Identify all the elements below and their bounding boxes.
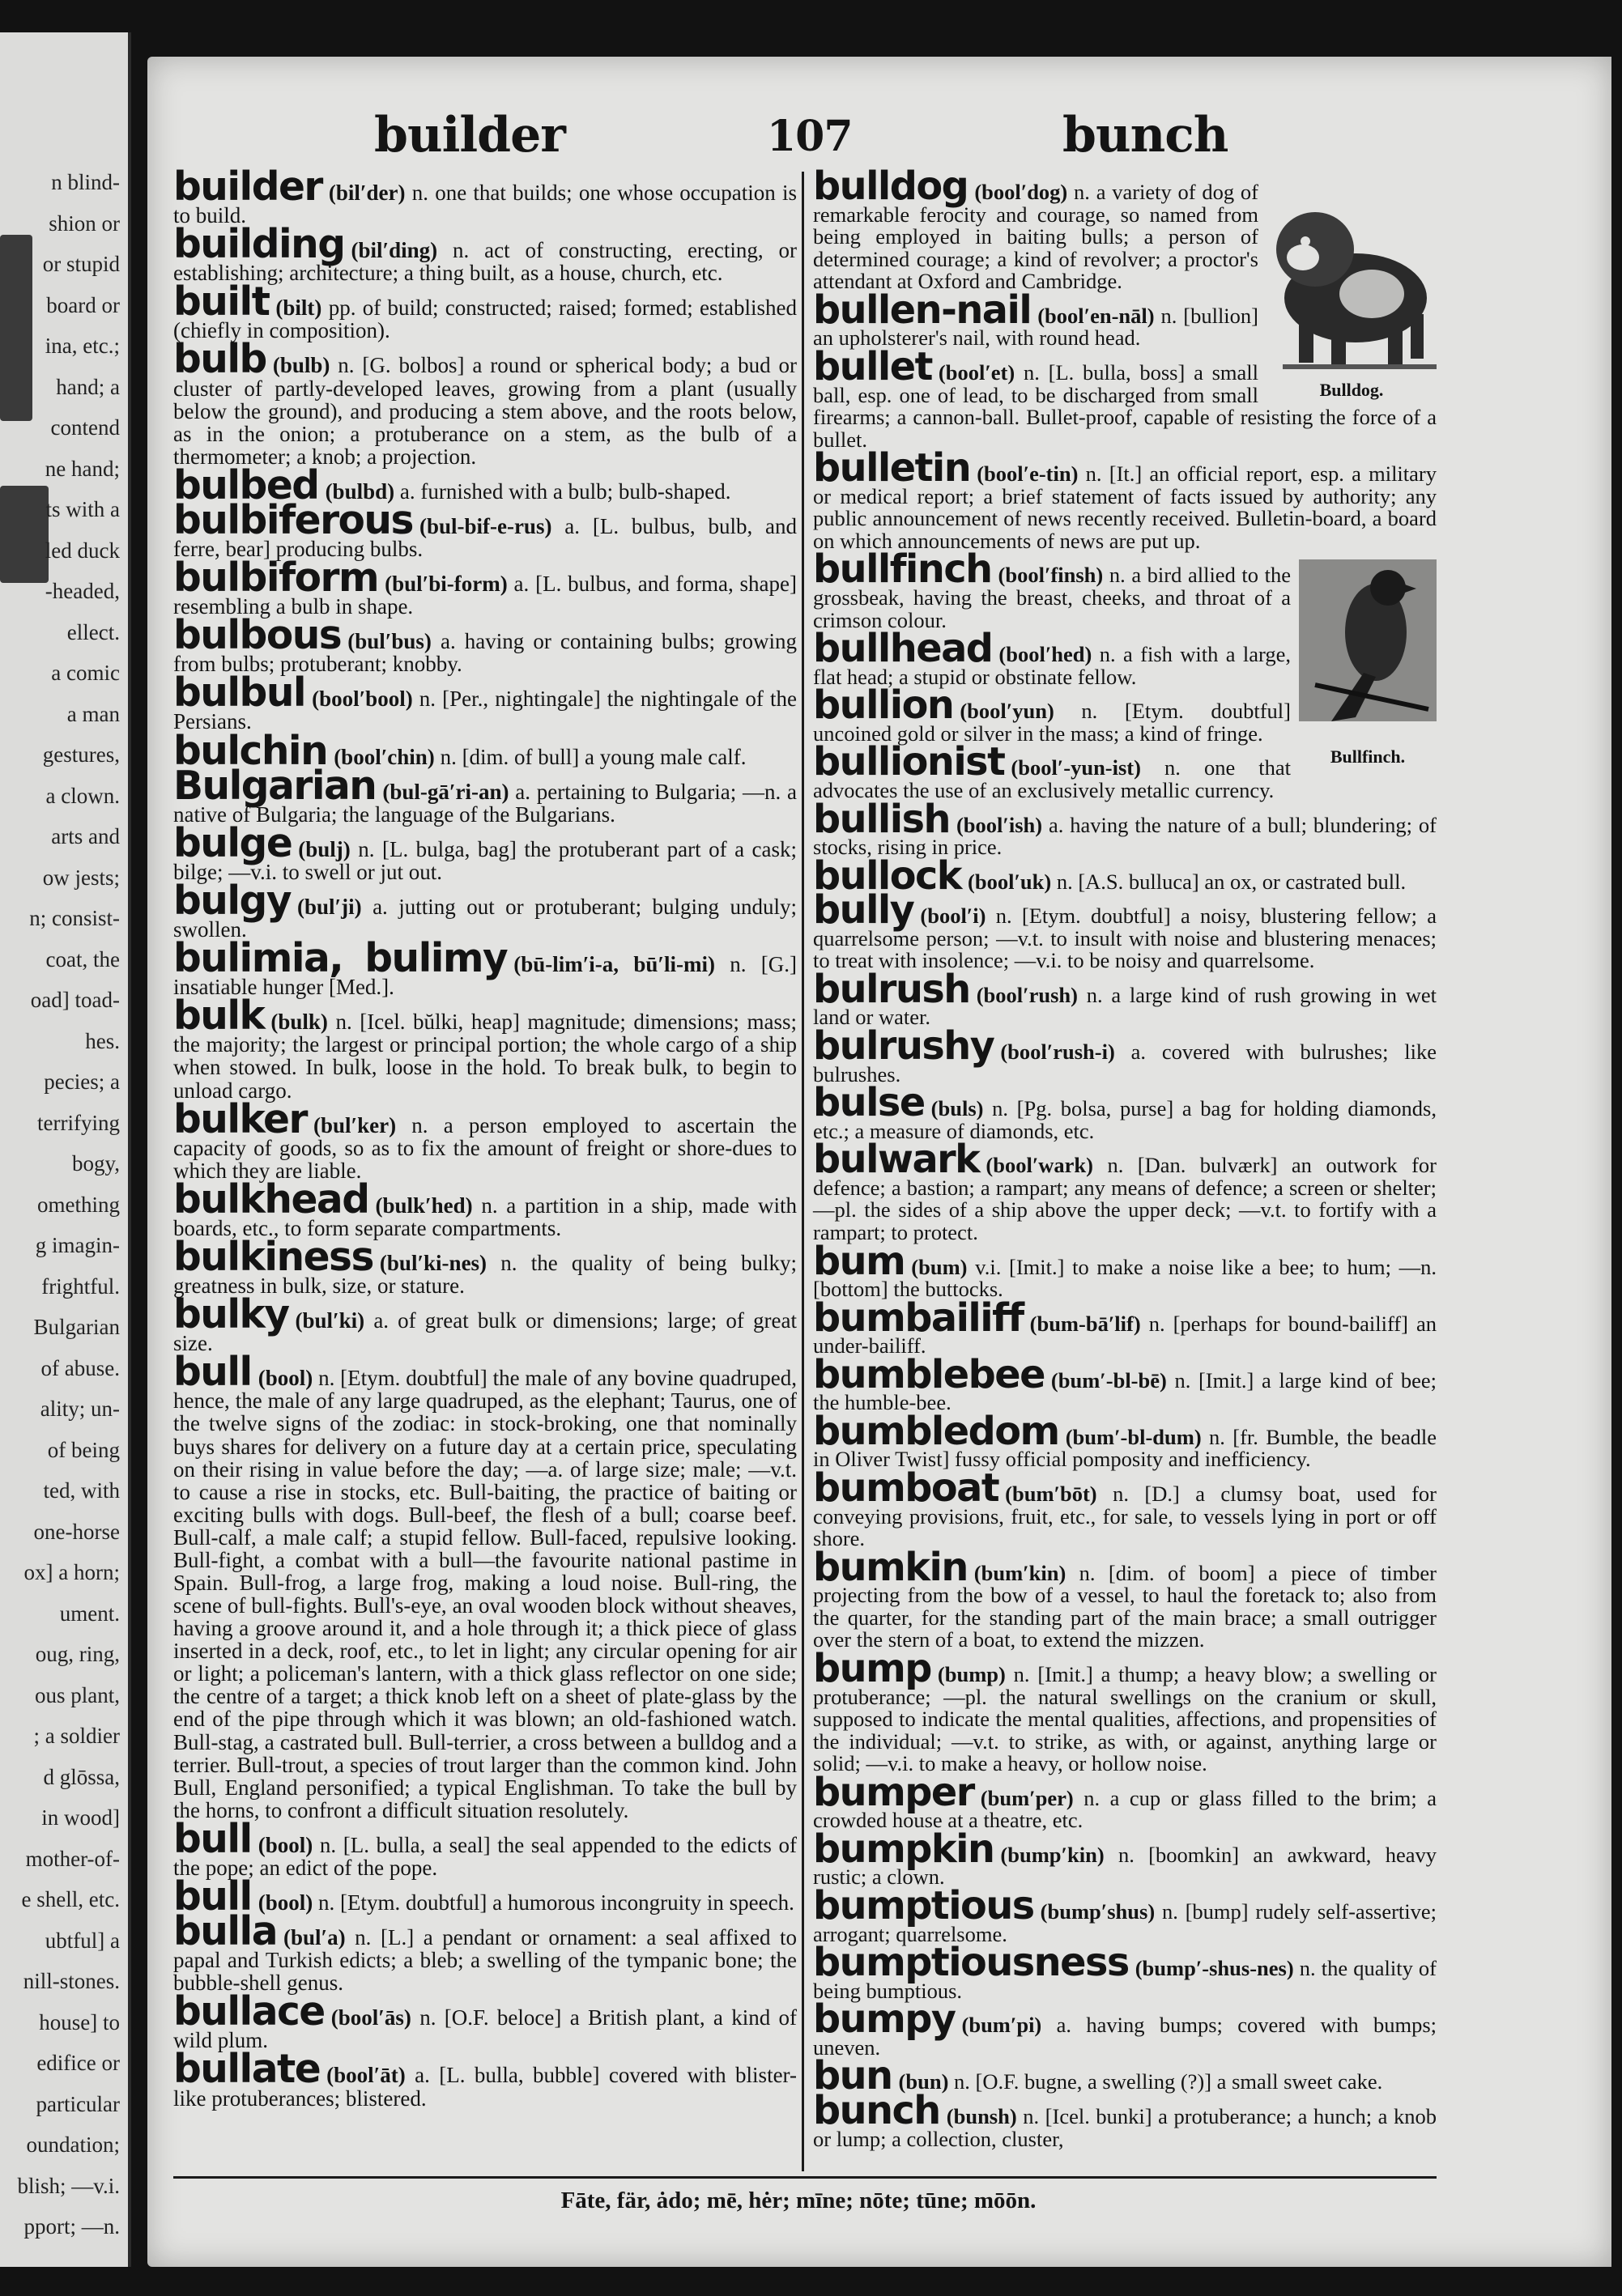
headword: bumblebee [813,1352,1045,1397]
page-header [147,107,1611,172]
pronunciation: (bool′dog) [974,180,1068,204]
definition: n. [Icel. bŭlki, heap] magnitude; dimensions; mass; the majority; the largest or principal portion; the whole cargo of a ship when stowed. In bulk, loose in the hold. To break bulk, to begin to unload cargo. [173,1010,797,1103]
dictionary-entry [173,1234,798,1299]
headword: bull [173,1816,252,1862]
adjacent-page-text-line: gestures, [42,742,120,767]
adjacent-page-text-line: contend [50,415,120,440]
headword: bumpkin [813,1826,994,1872]
pronunciation: (bool′hed) [998,642,1092,667]
headword: bulb [173,337,266,383]
dictionary-entry [813,1770,1437,1833]
left-guide-word: builder [374,107,565,164]
dictionary-entry [813,446,1437,553]
pronunciation: (bun) [898,2069,949,2094]
headword: bumbledom [813,1409,1059,1454]
headword: bulldog [813,164,969,209]
definition: a. having bumps; covered with bumps; uneven. [813,2013,1437,2060]
definition: n. [Dan. bulværk] an outwork for defence; a bastion; a rampart; any means of defence; a screen or shelter; —pl. the sides of a ship above the upper deck; —v.t. to fortify with a rampart; to protect. [813,1153,1437,1244]
pronunciation: (bum′-bl-bē) [1050,1367,1167,1392]
definition: n. one that builds; one whose occupation is to build. [173,181,798,228]
bulldog-illustration [1267,176,1437,379]
pronunciation: (bul′ki-nes) [379,1250,487,1275]
pronunciation: (bool′finsh) [998,563,1104,588]
definition: n. [dim. of bull] a young male calf. [440,744,747,769]
adjacent-page-text-line: Bulgarian [33,1315,120,1339]
headword: bulrush [813,967,970,1012]
pronunciation: (bool′āt) [326,2063,406,2088]
adjacent-page-text-line: nill-stones. [23,1969,120,1993]
adjacent-page-text-line: particular [36,2091,120,2116]
adjacent-page-text-line: hand; a [56,374,120,399]
pronunciation: (bil′ding) [351,238,438,263]
adjacent-page-text-line: a man [66,701,120,726]
headword: bumbailiff [813,1295,1024,1341]
pronunciation: (bū-lim′i-a, bū′li-mi) [513,952,715,977]
pronunciation: (bilt) [275,296,322,321]
headword: bully [813,888,914,933]
dictionary-entry [173,993,797,1103]
pronunciation: (bool′chin) [334,744,435,769]
adjacent-page-text-line: mother-of- [25,1846,120,1871]
dictionary-entry [173,1816,798,1880]
page-number: 107 [767,112,853,161]
pronunciation: (bool) [258,1366,313,1391]
headword: bull [173,1350,252,1396]
dictionary-entry [173,1350,797,1822]
pronunciation: (bum′per) [980,1785,1074,1810]
pronunciation: (bump) [937,1661,1006,1686]
dictionary-entry [813,1941,1437,2003]
headword: bulky [173,1292,289,1338]
headword: bumpy [813,1997,956,2043]
dictionary-entry [813,1646,1437,1776]
headword: bull [173,1874,252,1920]
definition: a. pertaining to Bulgaria; —n. a native of Bulgaria; the language of the Bulgarians. [173,779,798,827]
definition: n. one that advocates the use of an exclusively metallic currency. [813,755,1292,802]
adjacent-page-text-line: ne hand; [45,456,120,481]
dictionary-entry [813,1884,1437,1946]
dictionary-entry [173,337,798,469]
pronunciation: (bump′shus) [1040,1899,1156,1924]
headword: bun [813,2054,892,2099]
definition: n. [D.] a clumsy boat, used for conveying provisions, fruit, etc., for sale, to vessels lying in port or off shore. [813,1482,1437,1551]
adjacent-page-text-line: e shell, etc. [21,1887,120,1911]
dictionary-entry [813,1352,1437,1415]
headword: bullionist [813,740,1005,785]
adjacent-page-text-line: oug, ring, [35,1642,120,1666]
definition: n. a variety of dog of remarkable ferocity and courage, so named from being employed in baiting bulls; a person of determined courage; a kind of revolver; a proctor's attendant at Oxford and Cambridge. [813,180,1258,294]
pronunciation: (bum′-bl-dum) [1065,1424,1202,1449]
bulldog-figure [1267,176,1437,402]
dictionary-entry [173,936,798,1000]
definition: n. [A.S. bulluca] an ox, or castrated bull. [1056,869,1407,894]
definition: n. a partition in a ship, made with boards, etc., to form separate compartments. [173,1193,798,1240]
pronunciation: (bool′yun) [960,699,1054,724]
dictionary-entry [173,1176,798,1240]
definition: n. [boomkin] an awkward, heavy rustic; a clown. [813,1842,1437,1890]
adjacent-page-text-line: ument. [59,1601,120,1626]
adjacent-page-text-line: ellect. [66,619,120,644]
headword: bumptious [813,1884,1034,1928]
bullfinch-figure [1299,559,1437,768]
headword: bump [813,1646,931,1691]
pronunciation: (bum′pi) [961,2013,1042,2038]
definition: n. [Imit.] a thump; a heavy blow; a swelling or protuberance; —pl. the natural swellings on the cranium or skull, supposed to indicate the mental qualities, affections, and propensities of the individual; —v.t. to strike, as with, or against, anything large or solid; —v.i. to make a heavy, or hollow noise. [813,1661,1437,1776]
dictionary-entry [813,1295,1437,1358]
pronunciation-key-footer [147,2188,1611,2214]
right-column [813,164,1437,2153]
pronunciation: (bil′der) [328,181,406,205]
adjacent-page-text-line: g imagin- [35,1233,120,1257]
pronunciation: (bool′ish) [956,812,1043,837]
adjacent-page-figure-device [0,486,49,583]
dictionary-entry [173,1989,798,2053]
adjacent-page-text-line: n; consist- [29,906,120,930]
headword: bullhead [813,627,993,672]
definition: n. [bump] rudely self-assertive; arrogant; quarrelsome. [813,1899,1437,1946]
adjacent-page-text-line: frightful. [41,1273,120,1299]
pronunciation: (bum) [911,1254,968,1279]
headword: bullate [173,2047,321,2093]
pronunciation: (bool′uk) [968,869,1052,894]
headword: bulwark [813,1137,980,1183]
pronunciation: (bool′ās) [330,2005,411,2030]
headword: bulbous [173,613,342,659]
dictionary-entry [173,613,798,677]
adjacent-page-text-line: led duck [45,538,120,563]
definition: a. [L. bulbus, and forma, shape] resembling a bulb in shape. [173,572,798,619]
headword: bulletin [813,446,971,491]
definition: n. [fr. Bumble, the beadle in Oliver Twist] fussy official pomposity and inefficiency. [813,1424,1437,1472]
pronunciation: (bul′a) [283,1925,346,1950]
definition: a. [L. bulla, bubble] covered with blister-like protuberances; blistered. [173,2063,797,2111]
definition: a. having the nature of a bull; blundering; of stocks, rising in price. [813,812,1437,860]
adjacent-page-figure-animal [0,235,32,421]
dictionary-page [147,57,1611,2267]
pronunciation: (bum′kin) [973,1560,1066,1585]
adjacent-page-text-line: ts with a [45,497,120,521]
definition: pp. of build; constructed; raised; formed; established (chiefly in composition). [173,296,797,343]
adjacent-page-text-line: ous plant, [35,1682,120,1707]
definition: a. covered with bulrushes; like bulrushes. [813,1040,1437,1086]
headword: bulbed [173,462,319,508]
dictionary-entry [813,1545,1437,1652]
adjacent-page-text-line: blish; —v.i. [17,2173,120,2198]
headword: bumkin [813,1545,968,1590]
pronunciation: (bul-bif-e-rus) [419,513,552,538]
adjacent-page-text-line: ; a soldier [33,1724,120,1748]
column-divider [802,172,804,2171]
definition: n. [Per., nightingale] the nightingale of the Persians. [173,687,797,734]
pronunciation: (bulk) [270,1010,328,1035]
pronunciation: (bool) [258,1890,313,1915]
definition: n. a cup or glass filled to the brim; a crowded house at a theatre, etc. [813,1785,1437,1833]
pronunciation: (bul′bi-form) [385,572,508,597]
headword: builder [173,164,322,210]
pronunciation: (bulk′hed) [375,1193,473,1218]
dictionary-entry [813,1409,1437,1472]
adjacent-page-text-line: terrifying [37,1110,120,1135]
dictionary-entry [173,820,798,884]
headword: bumper [813,1770,974,1815]
adjacent-page-text-line: of being [47,1437,120,1462]
definition: n. [Etym. doubtful] uncoined gold or silver in the mass; a kind of fringe. [813,699,1291,746]
dictionary-entry [813,2088,1437,2151]
headword: Bulgarian [173,763,377,809]
pronunciation: (bump′-shus-nes) [1135,1956,1294,1981]
adjacent-page-text-line: arts and [51,824,120,848]
definition: n. [Etym. doubtful] a noisy, blustering fellow; a quarrelsome person; —v.t. to insult with noise and blustering menaces; to treat with insolence; —v.i. to be noisy and quarrelsome. [813,904,1437,973]
dictionary-entry [813,1466,1437,1551]
pronunciation: (bool′wark) [986,1153,1093,1178]
pronunciation: (bunsh) [946,2103,1017,2128]
dictionary-entry [173,670,797,734]
headword: bulse [813,1081,925,1126]
headword: bulbiferous [173,497,413,543]
pronunciation: (bool′e-tin) [977,461,1079,487]
headword: bumboat [813,1466,999,1511]
pronunciation: (bulb) [272,353,330,378]
adjacent-page-text-line: of abuse. [40,1355,120,1380]
definition: n. [L. bulla, a seal] the seal appended to the edicts of the pope; an edict of the pope. [173,1832,798,1880]
pronunciation: (bulbd) [325,478,395,504]
dictionary-entry [813,1081,1437,1143]
adjacent-page-text-line: oad] toad- [30,988,120,1012]
headword: bulkiness [173,1234,373,1280]
pronunciation: (bump′kin) [1000,1842,1105,1867]
pronunciation: (buls) [930,1096,984,1121]
adjacent-page-text-line: ality; un- [40,1397,120,1421]
definition: n. a large kind of rush growing in wet land or water. [813,982,1437,1030]
headword: bulk [173,993,265,1040]
adjacent-page-text-line: pport; —n. [23,2214,120,2239]
headword: bulgy [173,878,291,924]
definition: n. [G.] insatiable hunger [Med.]. [173,952,798,1000]
dictionary-entry [173,164,798,228]
pronunciation-key: Fāte, fär, ȧdo; mē, hėr; mīne; nōte; tūne; mōōn. [560,2188,1037,2213]
dictionary-entry [173,222,797,286]
headword: bulker [173,1096,307,1142]
adjacent-page-text-line: ow jests; [42,865,120,890]
adjacent-page-text-line: hes. [85,1028,120,1053]
definition: a. jutting out or protuberant; bulging unduly; swollen. [173,894,798,942]
dictionary-entry [173,1292,798,1356]
pronunciation: (bul-gā′ri-an) [382,779,509,804]
pronunciation: (bul′bus) [347,629,432,654]
adjacent-page-text-line: omething [37,1192,120,1217]
adjacent-page-text-line: n blind- [51,170,120,194]
adjacent-page-text-line: ubtful] a [45,1928,120,1953]
adjacent-page-text-line: shion or [49,210,120,236]
definition: n. [It.] an official report, esp. a military or medical report; a brief statement of facts issued by authority; any public announcement of news recently received. Bulletin-board, a board on which announcements of news are put up. [813,461,1437,553]
adjacent-page-text-line: a clown. [45,783,120,808]
dictionary-entry [173,878,798,942]
adjacent-page-text-line: -headed, [45,579,120,603]
pronunciation: (bul′ji) [297,894,362,919]
definition: a. furnished with a bulb; bulb-shaped. [399,478,731,504]
adjacent-page-fragment [0,32,131,2267]
definition: n. act of constructing, erecting, or establishing; architecture; a thing built, as a house, church, etc. [173,238,797,286]
pronunciation: (bul′ki) [295,1308,365,1333]
definition: n. [perhaps for bound-bailiff] an under-bailiff. [813,1311,1437,1358]
headword: bunch [813,2088,940,2133]
definition: n. [Icel. bunki] a protuberance; a hunch; a knob or lump; a collection, cluster, [813,2103,1437,2151]
headword: bulbul [173,670,306,716]
headword: bulge [173,820,292,866]
dictionary-entry [173,1909,798,1996]
definition: n. a fish with a large, flat head; a stupid or obstinate fellow. [813,642,1292,689]
pronunciation: (bool′bool) [312,687,413,712]
dictionary-entry [173,555,798,619]
headword: built [173,279,270,325]
definition: n. [dim. of boom] a piece of timber projecting from the bow of a vessel, to haul the foretack to; also from the quarter, for the standing part of the main brace; a small outrigger over the stern of a boat, to extend the mizzen. [813,1560,1437,1652]
definition: n. [Etym. doubtful] the male of any bovine quadruped, hence, the male of any large quadruped, as the elephant; Taurus, one of the twelve signs of the zodiac: in stock-broking, one that nominally buys shares for delivery on a future day at a certain price, speculating on their rising in value before the day; —a. of large size; male; —v.t. to cause a rise in stocks, etc. Bull-baiting, the practice of baiting or exciting bulls with dogs. Bull-beef, the flesh of a bull; coarse beef. Bull-calf, a male calf; a stupid fellow. Bull-faced, repulsive looking. Bull-fight, a combat with a bull—the favourite national pastime in Spain. Bull-frog, a large frog, making a loud noise. Bull-ring, the scene of bull-fights. Bull's-eye, an oval wooden block without sheaves, having a groove around it, and a hole through it; a thick piece of glass inserted in a deck, roof, etc., to let in light; any circular opening for air or light; a policeman's lantern, with a thick glass reflector on one side; the centre of a target; a thick knob left on a sheet of plate-glass by the end of the pipe through which it was blown; an old-fashioned watch. Bull-stag, a castrated bull. Bull-terrier, a cross between a bulldog and a terrier. Bull-trout, a species of trout larger than the common kind. John Bull, England personified; a typical Englishman. To take the bull by the horns, to confront a difficult situation resolutely. [173,1366,797,1822]
bullfinch-illustration [1299,559,1437,746]
headword: bulkhead [173,1176,369,1222]
headword: bullfinch [813,547,992,593]
definition: n. a bird allied to the grossbeak, having the breast, cheeks, and throat of a crimson colour. [813,563,1291,632]
headword: bum [813,1239,905,1284]
adjacent-page-text-line: edifice or [36,2051,120,2075]
adjacent-page-text-line: or stupid [42,252,120,276]
bulldog-caption: Bulldog. [1319,380,1384,400]
pronunciation: (bool′-yun-ist) [1011,755,1141,780]
definition: n. the quality of being bulky; greatness in bulk, size, or stature. [173,1250,798,1299]
dictionary-entry [173,763,798,827]
adjacent-page-text-line: d glōssa, [43,1764,120,1789]
definition: n. a person employed to ascertain the capacity of goods, so as to fix the amount of freight or shore-dues to which they are liable. [173,1112,797,1183]
pronunciation: (bool′et) [938,359,1015,385]
adjacent-page-text-line: bogy, [72,1151,120,1176]
definition: a. of great bulk or dimensions; large; of great size. [173,1308,798,1356]
adjacent-page-text-line: pecies; a [44,1069,120,1094]
definition: n. [Etym. doubtful] a humorous incongruity in speech. [317,1890,794,1915]
adjacent-page-text-line: ina, etc.; [45,334,120,358]
pronunciation: (bum′bōt) [1005,1482,1097,1506]
bullfinch-caption: Bullfinch. [1330,746,1406,767]
headword: bulchin [173,728,328,774]
definition: n. [L.] a pendant or ornament: a seal affixed to papal and Turkish edicts; a bleb; a swelling of the tympanic bone; the bubble-shell genus. [173,1925,798,1996]
adjacent-page-text-line: ox] a horn; [23,1560,120,1584]
definition: n. [bullion] an upholsterer's nail, with round head. [813,303,1258,351]
definition: n. [L. bulga, bag] the protuberant part of a cask; bilge; —v.i. to swell or jut out. [173,836,798,884]
headword: bullish [813,797,950,842]
left-column [173,164,798,2112]
headword: bullace [173,1989,325,2035]
definition: n. [O.F. bugne, a swelling (?)] a small sweet cake. [954,2069,1383,2094]
definition: n. [L. bulla, boss] a small ball, esp. one of lead, to be discharged from small firearms; a cannon-ball. Bullet-proof, capable of resisting the force of a bullet. [813,359,1437,452]
definition: n. [Pg. bolsa, purse] a bag for holding diamonds, etc.; a measure of diamonds, etc. [813,1096,1437,1143]
pronunciation: (bool′rush-i) [1000,1040,1115,1064]
pronunciation: (bul′ker) [313,1112,397,1137]
definition: n. the quality of being bumptious. [813,1956,1437,2003]
pronunciation: (bum-bā′lif) [1029,1311,1141,1336]
definition: n. [G. bolbos] a round or spherical body; a bud or cluster of partly-developed leaves, growing from a plant (usually below the ground), and producing a stem above, and the roots below, as in the onion; a protuberance on a stem, as the bulb of a thermometer; a knob; a projection. [173,353,798,469]
adjacent-page-text-line: ted, with [43,1478,120,1503]
dictionary-entry [813,888,1437,973]
headword: bullock [813,853,962,899]
adjacent-page-text-line: coat, the [45,946,120,972]
dictionary-entry [173,279,797,343]
definition: n. [O.F. beloce] a British plant, a kind of wild plum. [173,2005,798,2053]
dictionary-entry [813,1024,1437,1086]
dictionary-entry [813,1239,1437,1302]
headword: bullion [813,683,954,729]
dictionary-entry [173,497,798,562]
dictionary-entry [173,1096,797,1183]
headword: bulbiform [173,555,379,602]
dictionary-entry [813,1997,1437,2060]
adjacent-page-text-line: one-horse [33,1519,120,1544]
headword: bullet [813,344,932,389]
headword: building [173,222,345,268]
definition: v.i. [Imit.] to make a noise like a bee; to hum; —n. [bottom] the buttocks. [813,1254,1437,1302]
adjacent-page-text-line: a comic [51,661,120,685]
bottom-rule [173,2176,1437,2179]
pronunciation: (bool) [258,1832,313,1857]
right-guide-word: bunch [1062,107,1228,164]
pronunciation: (bool′i) [920,904,986,929]
headword: bulimia, bulimy [173,936,508,982]
adjacent-page-text-line: in wood] [41,1805,120,1830]
dictionary-entry [173,2047,797,2111]
adjacent-page-text-line: board or [46,292,120,317]
pronunciation: (bool′en-nāl) [1037,303,1155,328]
adjacent-page-text-line: oundation; [26,2132,120,2157]
headword: bullen-nail [813,287,1032,333]
definition: n. [Imit.] a large kind of bee; the humble-bee. [813,1367,1437,1415]
pronunciation: (bulj) [298,836,351,861]
headword: bulrushy [813,1024,994,1069]
dictionary-entry [813,1826,1437,1890]
dictionary-entry [813,1137,1437,1244]
dictionary-entry [813,797,1437,860]
pronunciation: (bool′rush) [976,982,1078,1007]
headword: bulla [173,1909,277,1955]
dictionary-entry [813,967,1437,1030]
headword: bumptiousness [813,1941,1129,1986]
definition: a. having or containing bulbs; growing from bulbs; protuberant; knobby. [173,629,798,677]
adjacent-page-text-line: house] to [39,2009,120,2035]
definition: a. [L. bulbus, bulb, and ferre, bear] producing bulbs. [173,513,798,562]
